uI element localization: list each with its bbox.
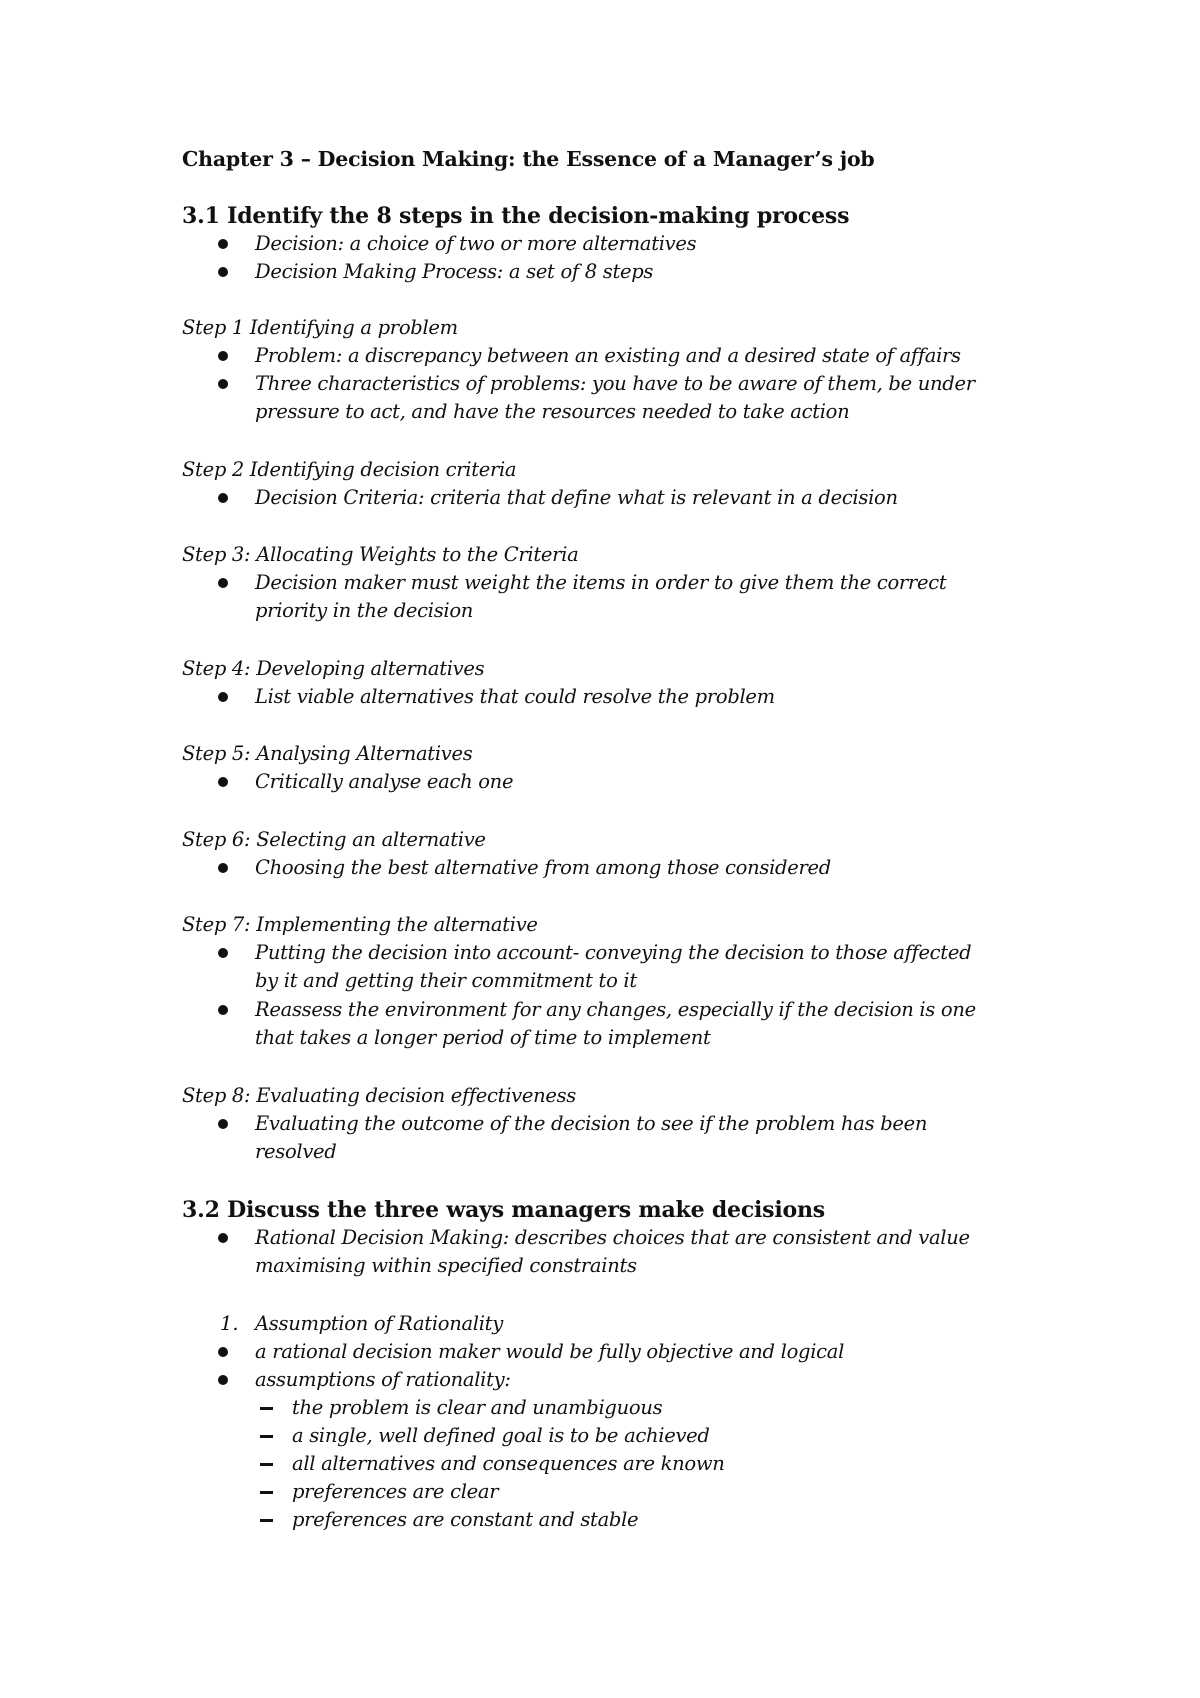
list-item: Putting the decision into account- conveying the decision to those affected (255, 941, 972, 964)
dash-icon (260, 1519, 273, 1522)
bullet-icon (218, 863, 228, 873)
step-title: Step 6: Selecting an alternative (182, 828, 486, 851)
list-item-continuation: that takes a longer period of time to implement (255, 1026, 711, 1049)
dash-icon (260, 1491, 273, 1494)
bullet-icon (218, 379, 228, 389)
list-item: a rational decision maker would be fully objective and logical (255, 1340, 845, 1363)
list-item: Reassess the environment for any changes, especially if the decision is one (255, 998, 976, 1021)
bullet-icon (218, 1347, 228, 1357)
bullet-icon (218, 948, 228, 958)
bullet-icon (218, 1119, 228, 1129)
bullet-icon (218, 692, 228, 702)
list-item: Choosing the best alternative from among those considered (255, 856, 831, 879)
list-item: Decision Criteria: criteria that define what is relevant in a decision (255, 486, 898, 509)
bullet-icon (218, 578, 228, 588)
list-item: List viable alternatives that could resolve the problem (255, 685, 775, 708)
step-title: Step 8: Evaluating decision effectiveness (182, 1084, 577, 1107)
list-item: assumptions of rationality: (255, 1368, 511, 1391)
bullet-icon (218, 1005, 228, 1015)
list-item-continuation: maximising within specified constraints (255, 1254, 637, 1277)
list-item: Three characteristics of problems: you have to be aware of them, be under (255, 372, 975, 395)
section-heading-3-2: 3.2 Discuss the three ways managers make decisions (182, 1197, 825, 1223)
step-title: Step 7: Implementing the alternative (182, 913, 538, 936)
sub-list-item: the problem is clear and unambiguous (292, 1396, 663, 1419)
bullet-icon (218, 351, 228, 361)
sub-list-item: all alternatives and consequences are known (292, 1452, 725, 1475)
list-item: Rational Decision Making: describes choices that are consistent and value (255, 1226, 970, 1249)
bullet-icon (218, 493, 228, 503)
list-item: Decision: a choice of two or more alternatives (255, 232, 697, 255)
list-item: Critically analyse each one (255, 770, 514, 793)
chapter-title: Chapter 3 – Decision Making: the Essence of a Manager’s job (182, 147, 875, 171)
list-item: Problem: a discrepancy between an existing and a desired state of affairs (255, 344, 961, 367)
list-item: Decision maker must weight the items in order to give them the correct (255, 571, 947, 594)
list-item: Evaluating the outcome of the decision to see if the problem has been (255, 1112, 928, 1135)
list-item-continuation: resolved (255, 1140, 337, 1163)
dash-icon (260, 1407, 273, 1410)
bullet-icon (218, 777, 228, 787)
numbered-marker: 1. (220, 1312, 239, 1335)
dash-icon (260, 1435, 273, 1438)
step-title: Step 4: Developing alternatives (182, 657, 485, 680)
step-title: Step 5: Analysing Alternatives (182, 742, 473, 765)
list-item-continuation: priority in the decision (255, 599, 474, 622)
sub-list-item: preferences are clear (292, 1480, 499, 1503)
step-title: Step 3: Allocating Weights to the Criteria (182, 543, 579, 566)
bullet-icon (218, 239, 228, 249)
sub-list-item: preferences are constant and stable (292, 1508, 639, 1531)
bullet-icon (218, 267, 228, 277)
list-item-continuation: pressure to act, and have the resources needed to take action (255, 400, 850, 423)
numbered-item: Assumption of Rationality (255, 1312, 503, 1335)
sub-list-item: a single, well defined goal is to be achieved (292, 1424, 710, 1447)
step-title: Step 2 Identifying decision criteria (182, 458, 517, 481)
bullet-icon (218, 1375, 228, 1385)
step-title: Step 1 Identifying a problem (182, 316, 458, 339)
bullet-icon (218, 1233, 228, 1243)
dash-icon (260, 1463, 273, 1466)
list-item-continuation: by it and getting their commitment to it (255, 969, 637, 992)
list-item: Decision Making Process: a set of 8 steps (255, 260, 654, 283)
section-heading-3-1: 3.1 Identify the 8 steps in the decision-making process (182, 203, 850, 229)
